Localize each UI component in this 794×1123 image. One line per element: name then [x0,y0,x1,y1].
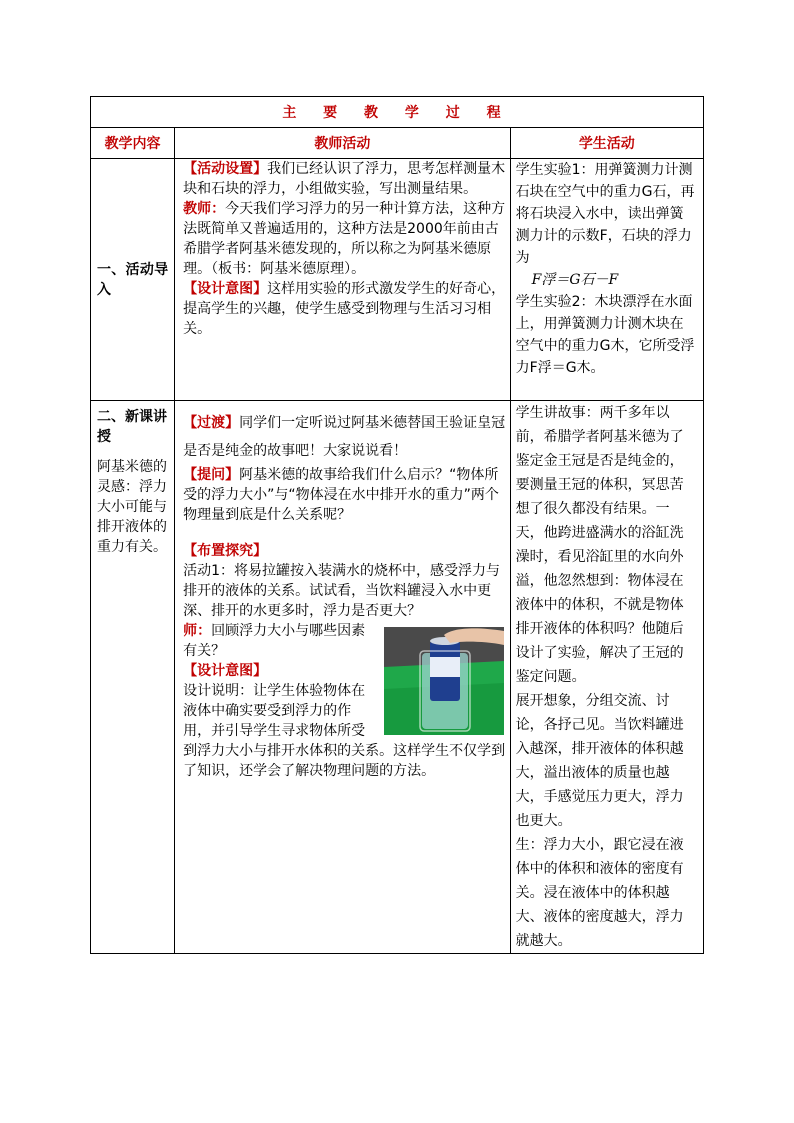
teacher-text: 这样用实验的形式激发学生的好奇心，提高学生的兴趣，使学生感受到物理与生活习习相关。 [183,281,506,337]
experiment-photo [384,627,504,735]
tag-activity-setup: 【活动设置】 [183,161,268,177]
tag-assign-inquiry: 【布置探究】 [183,543,268,559]
student-text: 学生实验1：用弹簧测力计测石块在空气中的重力G石，再将石块浸入水中，读出弹簧测力计的示数F，石块的浮力为 [515,162,695,266]
student-text: 展开想象，分组交流、讨论，各抒己见。当饮料罐进入越深，排开液体的体积越大，溢出液体的质量也越大，手感觉压力更大，浮力也更大。 [515,693,684,829]
teacher-text: 活动1：将易拉罐按入装满水的烧杯中，感受浮力与排开的液体的关系。试试看，当饮料罐浸入水中更深、排开的水更多时，浮力是否更大？ [183,563,501,619]
tag-teacher: 教师： [183,201,226,217]
student-text: 生：浮力大小，跟它浸在液体中的体积和液体的密度有关。浸在液体中的体积越大、液体的密度越大，浮力就越大。 [515,837,684,949]
section-cell [91,401,175,954]
table-row [91,401,704,954]
student-cell [510,159,703,401]
teacher-text: 回顾浮力大小与哪些因素有关？ [183,623,366,659]
teacher-cell [175,159,511,401]
table-title: 主 要 教 学 过 程 [91,97,704,128]
tag-teacher: 师： [183,623,212,639]
teacher-text: 同学们一定听说过阿基米德替国王验证皇冠是否是纯金的故事吧！大家说说看！ [183,415,506,459]
header-content: 教学内容 [91,128,175,159]
section-cell [91,159,175,401]
table-row [91,159,704,401]
student-text: 学生实验2：木块漂浮在水面上，用弹簧测力计测木块在空气中的重力G木，它所受浮力F浮＝G木。 [515,294,695,376]
student-cell [510,401,703,954]
teacher-activity [175,159,510,339]
student-text: 学生讲故事：两千多年以前，希腊学者阿基米德为了鉴定金王冠是否是纯金的，要测量王冠的体积，冥思苦想了很久都没有结果。一天，他跨进盛满水的浴缸洗澡时，看见浴缸里的水向外溢，他忽然想到：物体浸在液体中的体积，不就是物体排开液体的体积吗？他随后设计了实验，解决了王冠的鉴定问题。 [515,405,684,685]
section-label: 二、新课讲授 [97,409,167,445]
tag-design-intent: 【设计意图】 [183,281,268,297]
teacher-text: 设计说明：让学生体验物体在液体中确实要受到浮力的作用，并引导学生寻求物体所受到浮力大小与排开水体积的关系。这样学生不仅学到了知识，还学会了解决物理问题的方法。 [183,683,506,779]
section-sublabel: 阿基米德的灵感：浮力大小可能与排开液体的重力有关。 [97,459,167,555]
teacher-cell [175,401,511,954]
student-activity [511,401,703,953]
teacher-activity [175,401,510,781]
beaker-can-photo-icon [384,627,504,735]
lesson-table [90,96,704,954]
tag-question: 【提问】 [183,467,240,483]
student-activity [511,159,703,379]
header-student: 学生活动 [510,128,703,159]
teacher-text: 今天我们学习浮力的另一种计算方法，这种方法既简单又普遍适用的，这种方法是2000年前由古希腊学者阿基米德发现的，所以称之为阿基米德原理。（板书：阿基米德原理）。 [183,201,506,277]
tag-design-intent: 【设计意图】 [183,663,268,679]
header-teacher: 教师活动 [175,128,511,159]
teacher-text: 阿基米德的故事给我们什么启示？“物体所受的浮力大小”与“物体浸在水中排开水的重力”两个物理量到底是什么关系呢？ [183,467,499,523]
section-label: 一、活动导入 [97,261,169,298]
buoyancy-formula: F浮＝G石－F [531,272,619,288]
tag-transition: 【过渡】 [183,415,240,431]
teacher-text: 我们已经认识了浮力，思考怎样测量木块和石块的浮力，小组做实验，写出测量结果。 [183,161,506,197]
